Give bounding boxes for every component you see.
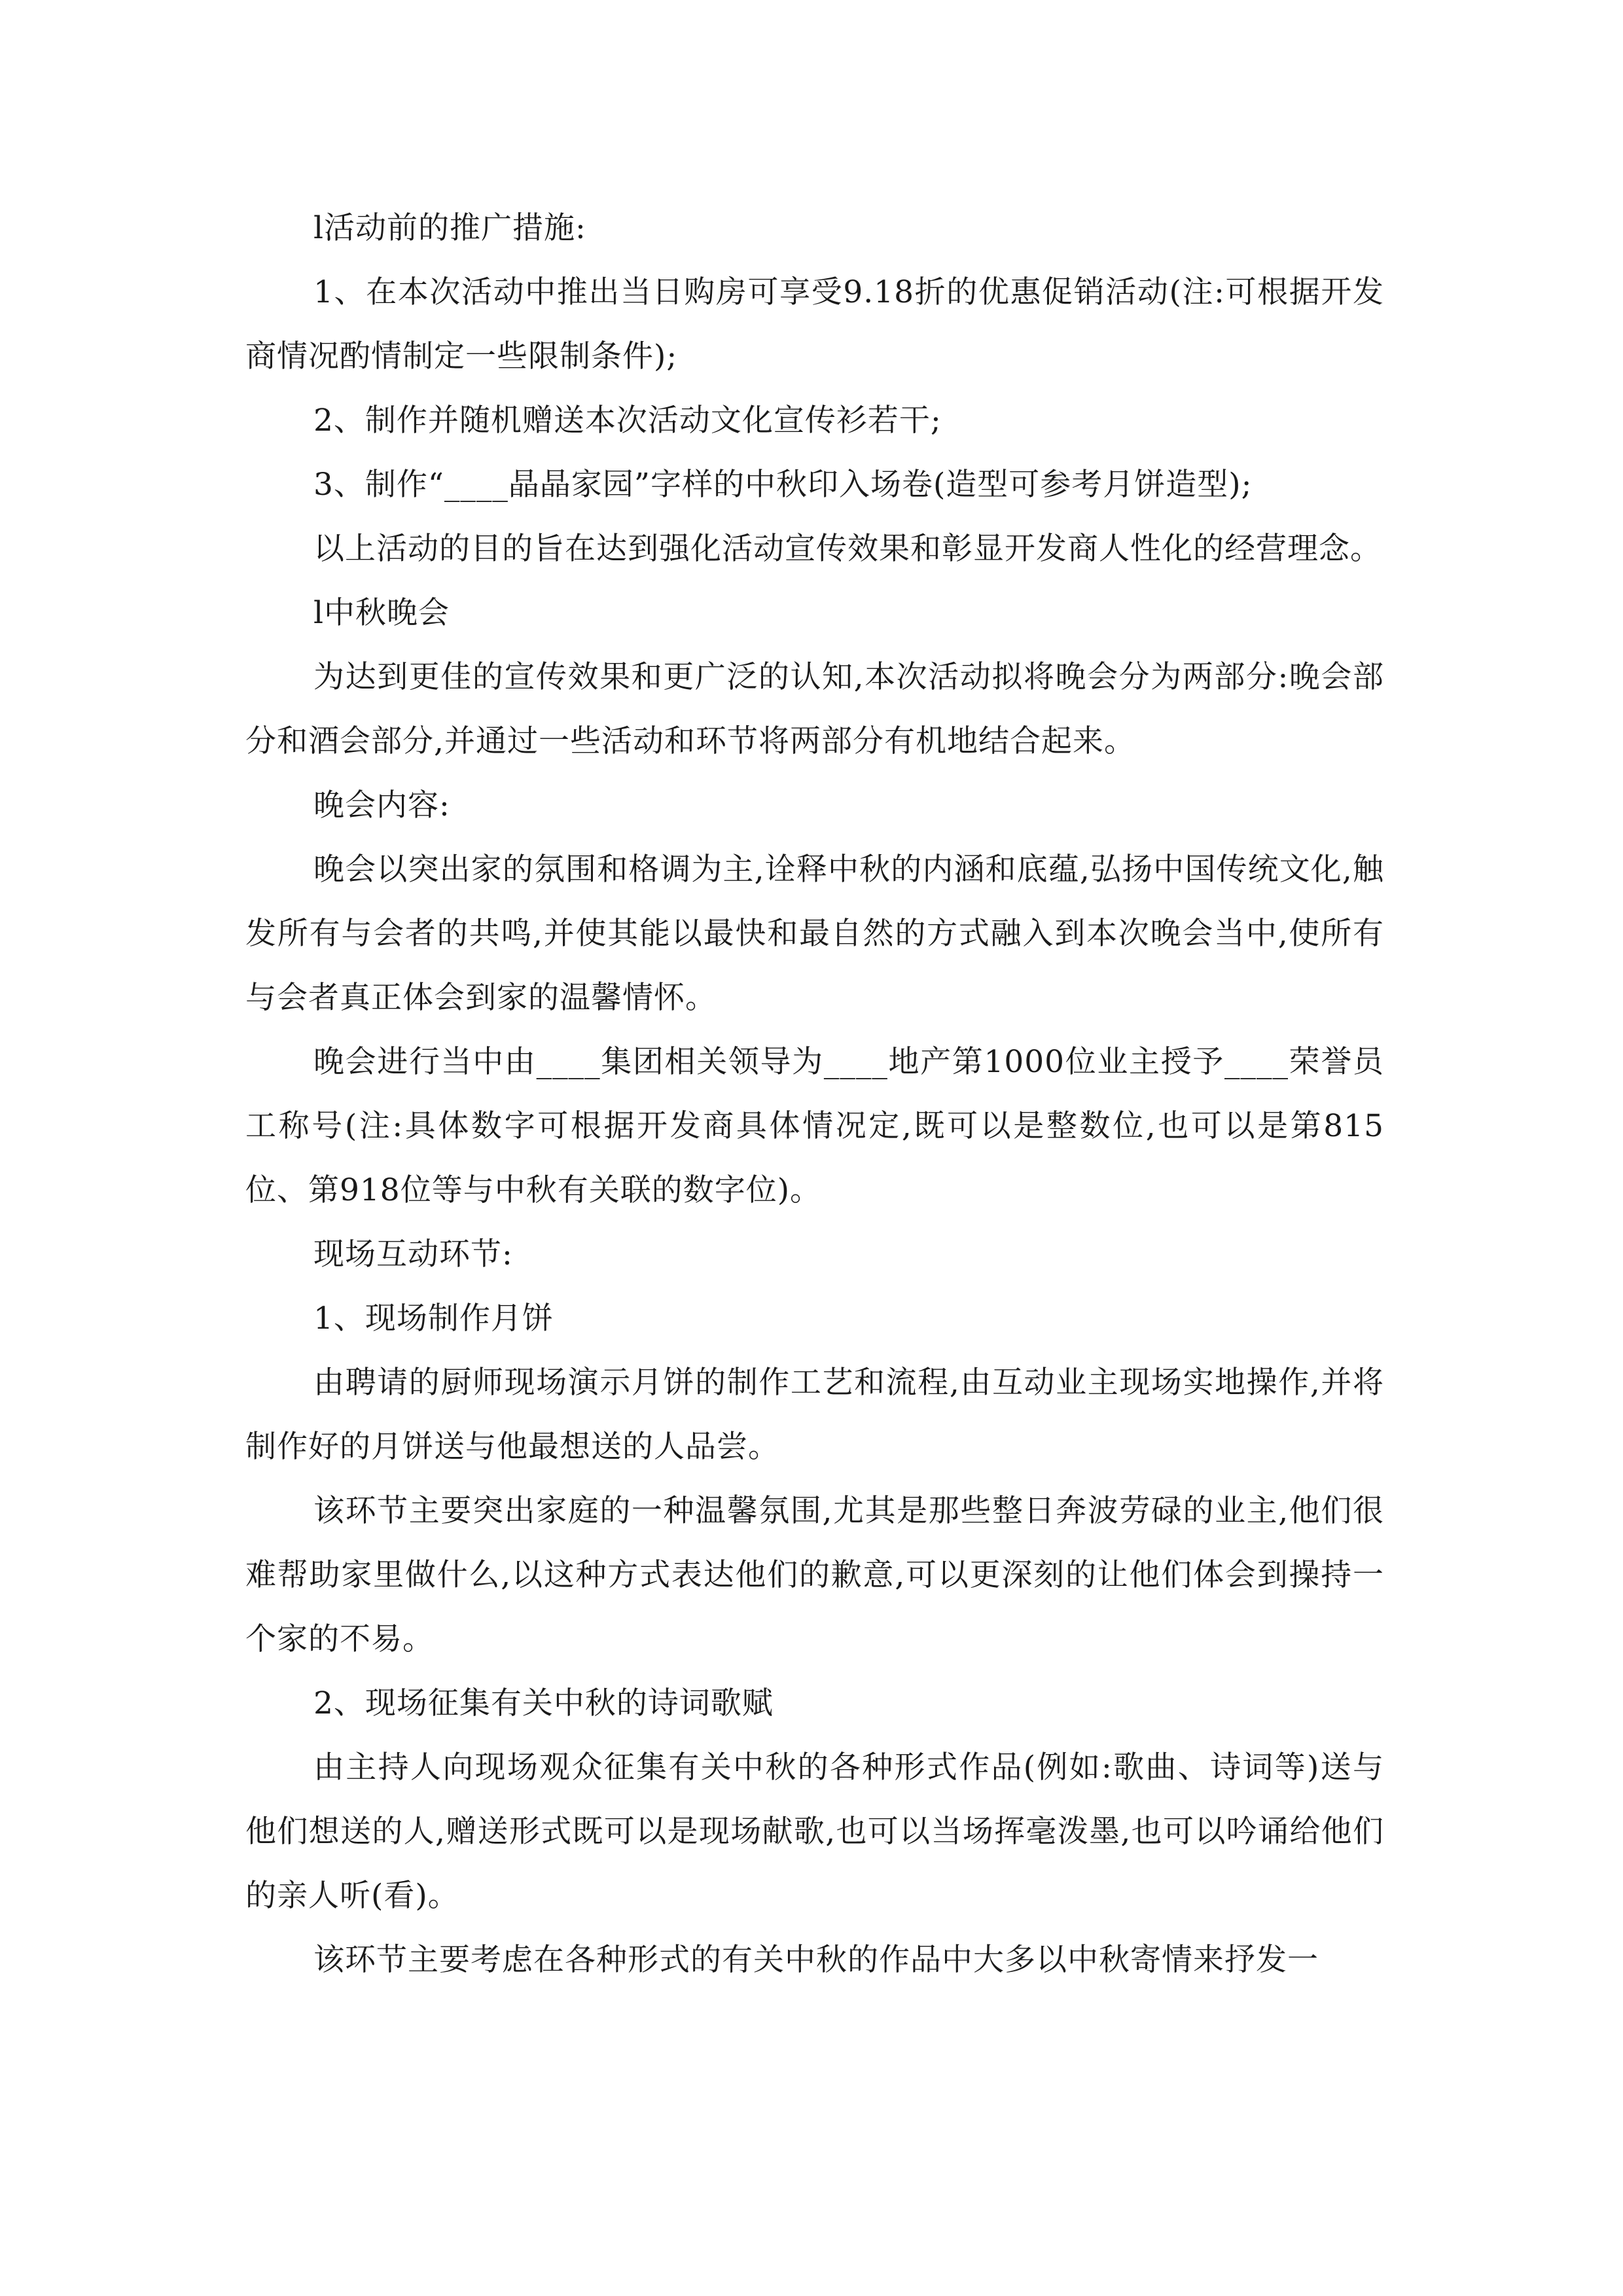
paragraph-promotion-item-3: 3、制作“____晶晶家园”字样的中秋印入场卷(造型可参考月饼造型); [313, 467, 1253, 503]
paragraph-promotion-purpose: 以上活动的目的旨在达到强化活动宣传效果和彰显开发商人性化的经营理念。 [313, 531, 1382, 567]
paragraph-mooncake-purpose: 该环节主要突出家庭的一种温馨氛围,尤其是那些整日奔波劳碌的业主,他们很难帮助家里做什么,以这种方式表达他们的歉意,可以更深刻的让他们体会到操持一个家的不易。 [245, 1493, 1384, 1657]
paragraph-interaction-heading: 现场互动环节: [313, 1236, 513, 1272]
paragraph-mooncake-description: 由聘请的厨师现场演示月饼的制作工艺和流程,由互动业主现场实地操作,并将制作好的月饼送与他最想送的人品尝。 [245, 1365, 1384, 1465]
paragraph-promotion-item-2: 2、制作并随机赠送本次活动文化宣传衫若干; [313, 403, 942, 439]
paragraph-poetry-purpose: 该环节主要考虑在各种形式的有关中秋的作品中大多以中秋寄情来抒发一 [313, 1942, 1319, 1978]
document-body [245, 196, 1384, 1992]
paragraph-promotion-item-1: 1、在本次活动中推出当日购房可享受9.18折的优惠促销活动(注:可根据开发商情况酌情制定一些限制条件); [245, 274, 1384, 374]
paragraph-interaction-item-1: 1、现场制作月饼 [313, 1300, 554, 1336]
paragraph-gala-award: 晚会进行当中由____集团相关领导为____地产第1000位业主授予____荣誉员工称号(注:具体数字可根据开发商具体情况定,既可以是整数位,也可以是第815位、第918位等与中秋有关联的数字位)。 [245, 1044, 1384, 1208]
paragraph-interaction-item-2: 2、现场征集有关中秋的诗词歌赋 [313, 1685, 774, 1721]
paragraph-gala-content: 晚会以突出家的氛围和格调为主,诠释中秋的内涵和底蕴,弘扬中国传统文化,触发所有与会者的共鸣,并使其能以最快和最自然的方式融入到本次晚会当中,使所有与会者真正体会到家的温馨情怀。 [245, 852, 1384, 1016]
paragraph-gala-content-heading: 晚会内容: [313, 787, 450, 823]
paragraph-poetry-description: 由主持人向现场观众征集有关中秋的各种形式作品(例如:歌曲、诗词等)送与他们想送的人,赠送形式既可以是现场献歌,也可以当场挥毫泼墨,也可以吟诵给他们的亲人听(看)。 [245, 1749, 1384, 1914]
paragraph-gala-heading: l中秋晚会 [313, 595, 450, 631]
paragraph-promotion-heading: l活动前的推广措施: [313, 210, 586, 246]
paragraph-gala-intro: 为达到更佳的宣传效果和更广泛的认知,本次活动拟将晚会分为两部分:晚会部分和酒会部分,并通过一些活动和环节将两部分有机地结合起来。 [245, 659, 1384, 759]
